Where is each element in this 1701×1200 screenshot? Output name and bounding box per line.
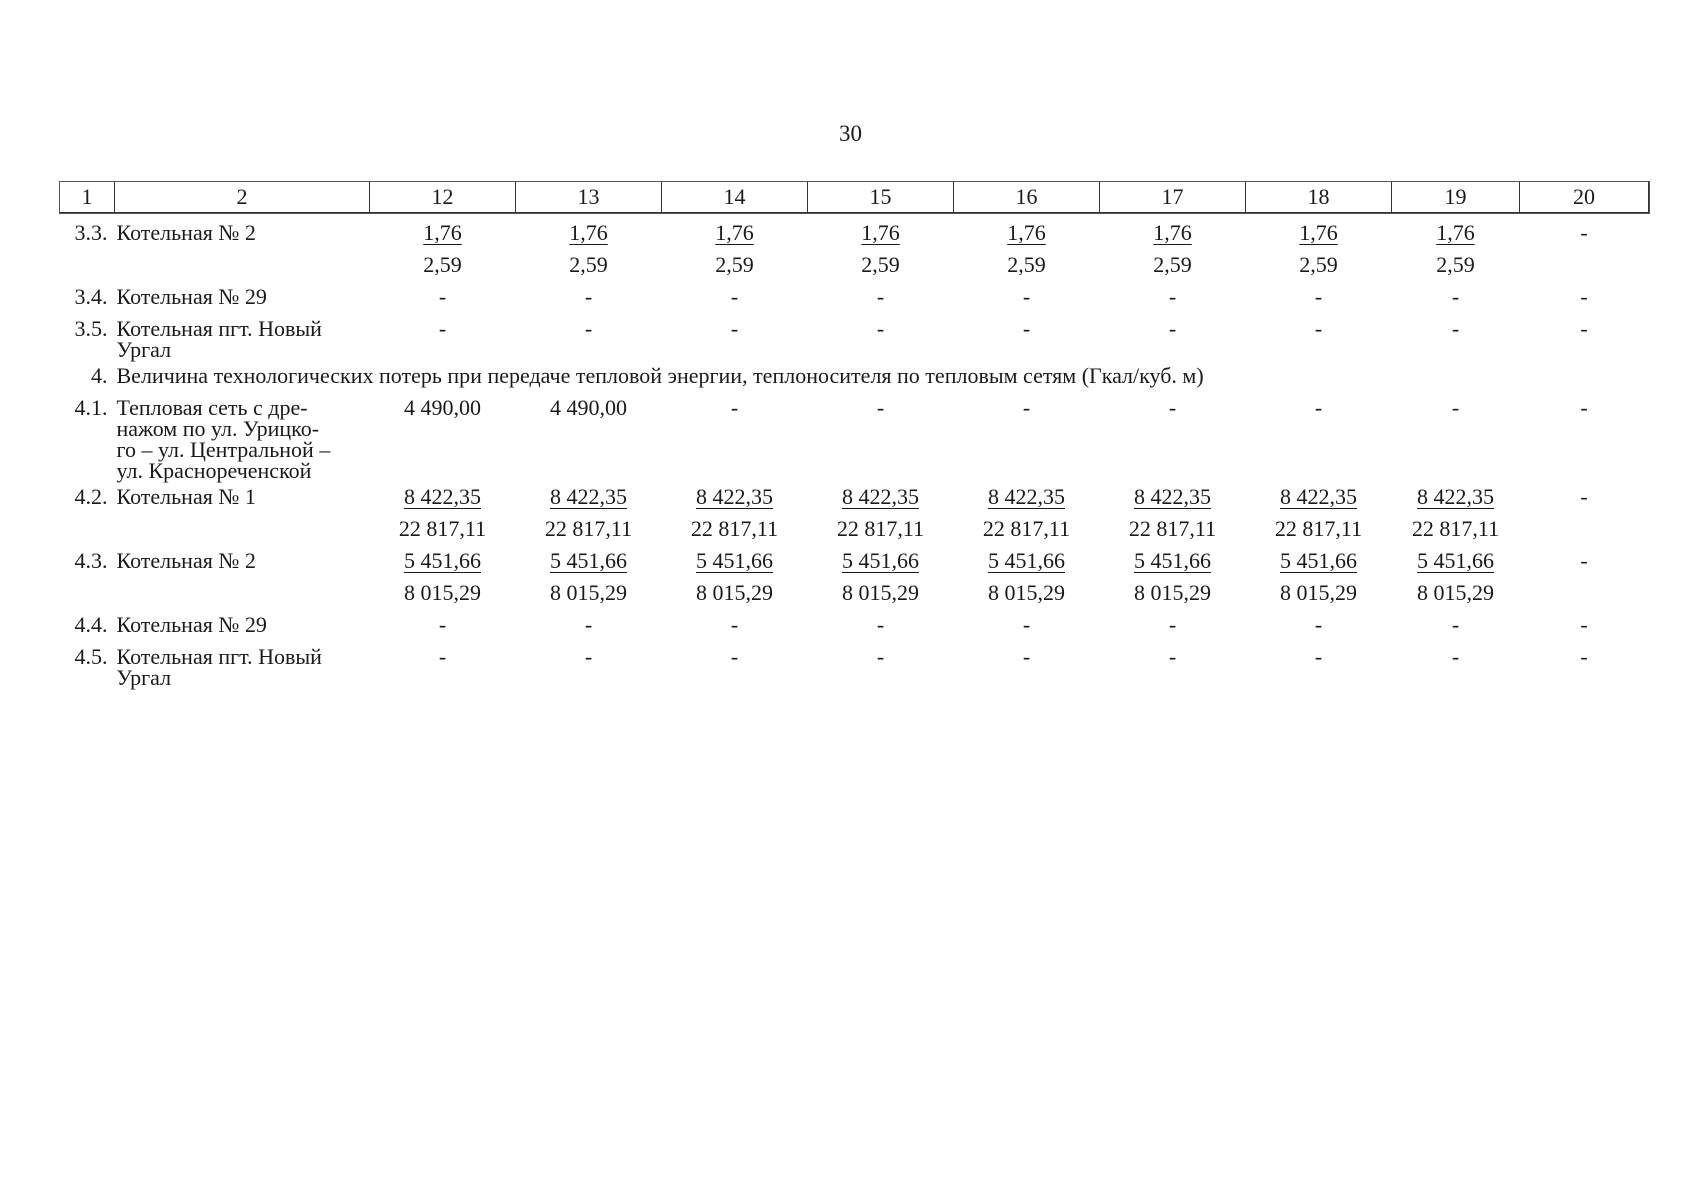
value-cell (370, 313, 516, 360)
empty-value-dash: - (1022, 644, 1031, 669)
empty-value-dash: - (1580, 484, 1588, 509)
row-name-text: Котельная № 29 (116, 284, 267, 309)
empty-value-dash: - (1168, 395, 1177, 420)
row-name (115, 481, 370, 545)
value-denominator: 8 015,29 (404, 580, 481, 605)
value-cell (1100, 281, 1246, 313)
value-cell (954, 641, 1100, 688)
value-cell (662, 213, 808, 282)
row-name-text: Котельная № 2 (116, 548, 256, 573)
header-cell-20: 20 (1520, 182, 1649, 213)
value-numerator: 5 451,66 (1417, 548, 1494, 573)
value-cell (1100, 609, 1246, 641)
row-name (115, 392, 370, 481)
empty-value-dash: - (1580, 220, 1588, 245)
empty-value-dash: - (584, 612, 593, 637)
value-denominator: 2,59 (1436, 252, 1475, 277)
value-denominator: 22 817,11 (690, 516, 779, 541)
row-number: 4.1. (74, 395, 108, 420)
value-text: 4 490,00 (550, 395, 627, 420)
header-row (60, 182, 1649, 213)
value-cell (808, 641, 954, 688)
value-cell (808, 609, 954, 641)
value-numerator: 1,76 (1299, 220, 1338, 245)
row-number: 4. (91, 363, 108, 388)
tariff-table (59, 181, 1649, 688)
row-number: 4.3. (74, 548, 108, 573)
value-cell (1100, 392, 1246, 481)
value-numerator: 1,76 (423, 220, 462, 245)
empty-value-dash: - (1580, 644, 1588, 669)
empty-value-dash: - (1314, 395, 1323, 420)
value-cell (954, 281, 1100, 313)
value-cell (1246, 281, 1392, 313)
table-row (60, 313, 1649, 360)
empty-value-dash: - (584, 644, 593, 669)
value-cell (1520, 545, 1649, 609)
value-cell (662, 481, 808, 545)
empty-value-dash: - (1451, 395, 1460, 420)
value-cell (954, 545, 1100, 609)
value-denominator: 2,59 (715, 252, 754, 277)
value-numerator: 8 422,35 (1134, 484, 1211, 509)
value-cell (954, 609, 1100, 641)
value-numerator: 5 451,66 (1280, 548, 1357, 573)
value-denominator: 2,59 (569, 252, 608, 277)
value-cell (1246, 545, 1392, 609)
value-cell (1246, 313, 1392, 360)
value-cell (808, 313, 954, 360)
row-name-line: Ургал (116, 665, 172, 690)
empty-value-dash: - (438, 316, 447, 341)
header-cell-1: 1 (60, 182, 115, 213)
value-cell (954, 392, 1100, 481)
value-denominator: 22 817,11 (398, 516, 487, 541)
value-cell (808, 481, 954, 545)
value-cell (1392, 392, 1520, 481)
value-cell (1392, 281, 1520, 313)
value-cell (516, 281, 662, 313)
value-denominator: 2,59 (861, 252, 900, 277)
empty-value-dash: - (876, 316, 885, 341)
row-name-line: го – ул. Центральной – (116, 437, 331, 462)
empty-value-dash: - (1580, 612, 1588, 637)
value-numerator: 5 451,66 (550, 548, 627, 573)
value-cell (1520, 481, 1649, 545)
value-cell (370, 213, 516, 282)
value-denominator: 8 015,29 (1134, 580, 1211, 605)
table-row (60, 360, 1649, 392)
value-cell (1100, 213, 1246, 282)
empty-value-dash: - (730, 316, 739, 341)
empty-value-dash: - (1314, 644, 1323, 669)
empty-value-dash: - (1314, 316, 1323, 341)
value-numerator: 5 451,66 (404, 548, 481, 573)
value-cell (954, 213, 1100, 282)
empty-value-dash: - (1314, 612, 1323, 637)
value-cell (1246, 392, 1392, 481)
row-name-line: Ургал (116, 337, 172, 362)
empty-value-dash: - (1022, 395, 1031, 420)
row-number: 3.5. (74, 316, 108, 341)
value-numerator: 5 451,66 (1134, 548, 1211, 573)
value-denominator: 2,59 (1007, 252, 1046, 277)
row-name (115, 281, 370, 313)
row-number: 3.4. (74, 284, 108, 309)
value-numerator: 8 422,35 (1417, 484, 1494, 509)
value-numerator: 8 422,35 (404, 484, 481, 509)
value-denominator: 2,59 (1299, 252, 1338, 277)
value-denominator: 22 817,11 (1411, 516, 1500, 541)
value-numerator: 1,76 (1153, 220, 1192, 245)
row-name-line: ул. Краснореченской (116, 458, 312, 483)
value-cell (516, 392, 662, 481)
value-cell (1520, 213, 1649, 282)
empty-value-dash: - (1580, 395, 1588, 420)
value-cell (1392, 481, 1520, 545)
value-cell (370, 609, 516, 641)
empty-value-dash: - (876, 284, 885, 309)
empty-value-dash: - (876, 644, 885, 669)
value-cell (370, 641, 516, 688)
value-numerator: 1,76 (569, 220, 608, 245)
header-cell-12: 12 (370, 182, 516, 213)
value-cell (1392, 609, 1520, 641)
value-cell (1100, 481, 1246, 545)
value-cell (370, 545, 516, 609)
table-row (60, 641, 1649, 688)
value-denominator: 22 817,11 (982, 516, 1071, 541)
empty-value-dash: - (1580, 284, 1588, 309)
row-number: 4.5. (74, 644, 108, 669)
header-cell-18: 18 (1246, 182, 1392, 213)
value-denominator: 22 817,11 (836, 516, 925, 541)
row-name-text (117, 392, 370, 481)
empty-value-dash: - (1022, 284, 1031, 309)
value-cell (516, 545, 662, 609)
value-cell (1520, 313, 1649, 360)
value-cell (1520, 392, 1649, 481)
value-numerator: 8 422,35 (550, 484, 627, 509)
row-number: 4.2. (74, 484, 108, 509)
empty-value-dash: - (1580, 316, 1588, 341)
value-cell (1520, 609, 1649, 641)
value-cell (370, 481, 516, 545)
empty-value-dash: - (730, 644, 739, 669)
table-row (60, 481, 1649, 545)
row-name-text: Котельная № 29 (116, 612, 267, 637)
value-numerator: 8 422,35 (1280, 484, 1357, 509)
table-row (60, 392, 1649, 481)
empty-value-dash: - (1168, 612, 1177, 637)
value-denominator: 8 015,29 (988, 580, 1065, 605)
row-name-text (117, 641, 370, 688)
row-name (115, 641, 370, 688)
empty-value-dash: - (1022, 612, 1031, 637)
value-denominator: 2,59 (1153, 252, 1192, 277)
value-cell (516, 481, 662, 545)
empty-value-dash: - (1451, 284, 1460, 309)
value-numerator: 1,76 (1007, 220, 1046, 245)
value-numerator: 1,76 (1436, 220, 1475, 245)
row-name-text: Котельная № 2 (116, 220, 256, 245)
empty-value-dash: - (730, 284, 739, 309)
value-cell (808, 392, 954, 481)
value-cell (662, 641, 808, 688)
empty-value-dash: - (1168, 284, 1177, 309)
page-number: 30 (839, 121, 862, 146)
row-name-line: нажом по ул. Урицко- (116, 416, 320, 441)
empty-value-dash: - (1451, 644, 1460, 669)
table-row (60, 281, 1649, 313)
value-denominator: 22 817,11 (1274, 516, 1363, 541)
table-row (60, 545, 1649, 609)
value-cell (1246, 213, 1392, 282)
row-number: 4.4. (74, 612, 108, 637)
empty-value-dash: - (438, 644, 447, 669)
value-numerator: 5 451,66 (988, 548, 1065, 573)
value-numerator: 5 451,66 (842, 548, 919, 573)
empty-value-dash: - (1022, 316, 1031, 341)
value-numerator: 8 422,35 (696, 484, 773, 509)
header-cell-17: 17 (1100, 182, 1246, 213)
table-row (60, 609, 1649, 641)
value-denominator: 8 015,29 (696, 580, 773, 605)
value-denominator: 22 817,11 (544, 516, 633, 541)
row-number: 3.3. (74, 220, 108, 245)
header-cell-15: 15 (808, 182, 954, 213)
empty-value-dash: - (1168, 316, 1177, 341)
value-cell (1100, 313, 1246, 360)
value-denominator: 2,59 (423, 252, 462, 277)
value-cell (1246, 609, 1392, 641)
empty-value-dash: - (1580, 548, 1588, 573)
row-name-line: Котельная пгт. Новый (116, 644, 322, 669)
value-numerator: 8 422,35 (988, 484, 1065, 509)
value-cell (516, 641, 662, 688)
row-name (115, 313, 370, 360)
value-cell (1100, 545, 1246, 609)
value-cell (516, 313, 662, 360)
value-denominator: 8 015,29 (1417, 580, 1494, 605)
value-text: 4 490,00 (404, 395, 481, 420)
empty-value-dash: - (438, 612, 447, 637)
value-denominator: 8 015,29 (842, 580, 919, 605)
header-cell-2: 2 (115, 182, 370, 213)
value-cell (662, 392, 808, 481)
value-numerator: 5 451,66 (696, 548, 773, 573)
value-cell (662, 313, 808, 360)
table-row (60, 213, 1649, 282)
value-cell (662, 609, 808, 641)
value-cell (516, 213, 662, 282)
empty-value-dash: - (1314, 284, 1323, 309)
value-numerator: 1,76 (715, 220, 754, 245)
header-cell-14: 14 (662, 182, 808, 213)
value-cell (1392, 545, 1520, 609)
row-name-text (117, 313, 370, 360)
value-cell (370, 392, 516, 481)
empty-value-dash: - (584, 316, 593, 341)
empty-value-dash: - (1451, 316, 1460, 341)
value-cell (1246, 641, 1392, 688)
empty-value-dash: - (730, 612, 739, 637)
value-cell (808, 213, 954, 282)
value-cell (1100, 641, 1246, 688)
row-name-text: Котельная № 1 (116, 484, 256, 509)
value-cell (1246, 481, 1392, 545)
section-title: Величина технологических потерь при передаче тепловой энергии, теплоносителя по тепловым сетям (Гкал/куб. м) (116, 363, 1204, 388)
table-header (60, 182, 1649, 213)
value-denominator: 8 015,29 (550, 580, 627, 605)
value-cell (1392, 213, 1520, 282)
value-cell (1392, 313, 1520, 360)
value-cell (808, 281, 954, 313)
value-cell (808, 545, 954, 609)
empty-value-dash: - (584, 284, 593, 309)
row-name-line: Котельная пгт. Новый (116, 316, 322, 341)
value-cell (370, 281, 516, 313)
empty-value-dash: - (876, 395, 885, 420)
header-cell-19: 19 (1392, 182, 1520, 213)
value-cell (516, 609, 662, 641)
empty-value-dash: - (1451, 612, 1460, 637)
row-name (115, 545, 370, 609)
value-cell (1520, 641, 1649, 688)
header-cell-16: 16 (954, 182, 1100, 213)
table-body (60, 213, 1649, 689)
value-denominator: 8 015,29 (1280, 580, 1357, 605)
empty-value-dash: - (1168, 644, 1177, 669)
value-denominator: 22 817,11 (1128, 516, 1217, 541)
value-cell (1520, 281, 1649, 313)
value-cell (954, 481, 1100, 545)
value-cell (662, 545, 808, 609)
empty-value-dash: - (438, 284, 447, 309)
header-cell-13: 13 (516, 182, 662, 213)
empty-value-dash: - (876, 612, 885, 637)
row-name (115, 213, 370, 282)
row-name-line: Тепловая сеть с дре- (116, 395, 308, 420)
row-name (115, 609, 370, 641)
value-numerator: 1,76 (861, 220, 900, 245)
empty-value-dash: - (730, 395, 739, 420)
value-cell (954, 313, 1100, 360)
value-numerator: 8 422,35 (842, 484, 919, 509)
value-cell (662, 281, 808, 313)
value-cell (1392, 641, 1520, 688)
